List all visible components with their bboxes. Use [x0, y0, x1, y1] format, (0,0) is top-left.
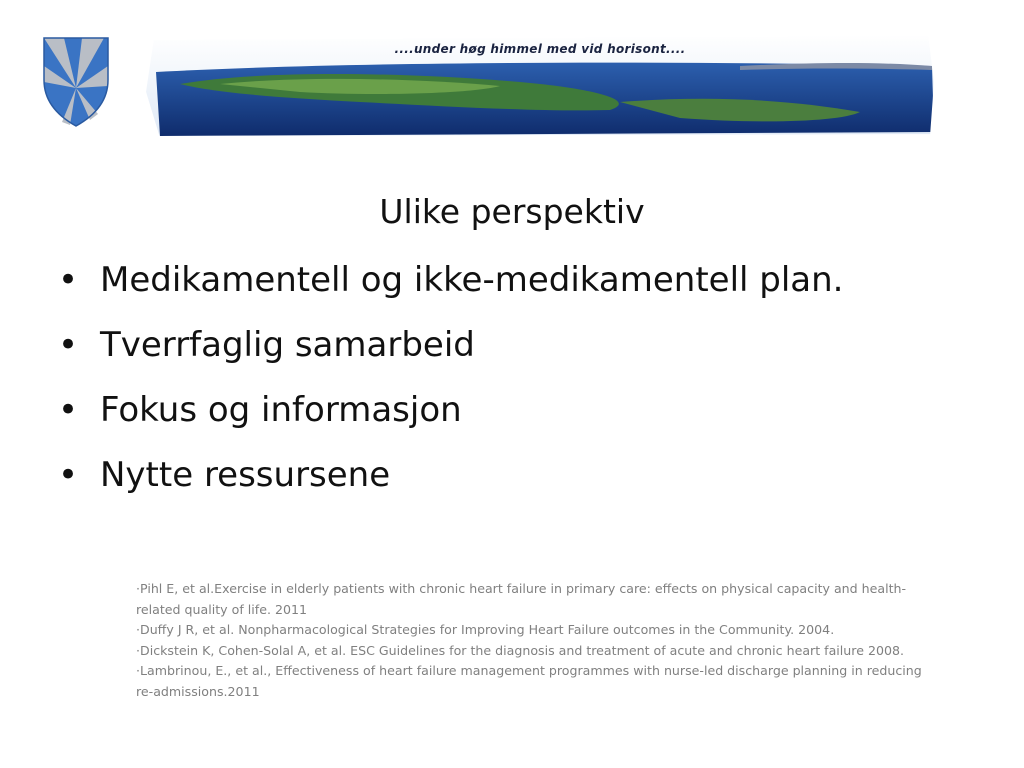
- bullet-icon: •: [58, 455, 79, 495]
- bullet-text: Tverrfaglig samarbeid: [100, 325, 475, 365]
- bullet-item: [56, 447, 843, 512]
- reference-item: ·Dickstein K, Cohen-Solal A, et al. ESC Guidelines for the diagnosis and treatment of acute and chronic heart failure 2008.: [136, 642, 904, 658]
- bullet-item: [56, 252, 843, 317]
- reference-item: ·Pihl E, et al.Exercise in elderly patients with chronic heart failure in primary care: effects on physical capacity and health-related quality of life. 2011: [136, 581, 907, 617]
- bullet-text: Fokus og informasjon: [100, 390, 462, 430]
- banner-caption: ....under høg himmel med vid horisont....: [394, 42, 686, 56]
- references: [136, 579, 926, 702]
- bullet-item: [56, 317, 843, 382]
- bullet-icon: •: [58, 390, 79, 430]
- reference-item: ·Lambrinou, E., et al., Effectiveness of heart failure management programmes with nurse-led discharge planning in reducing re-admissions.2011: [136, 663, 922, 699]
- coat-of-arms-logo: [42, 36, 110, 128]
- bullet-text: Nytte ressursene: [100, 455, 391, 495]
- header-banner: [140, 32, 940, 140]
- slide-title: Ulike perspektiv: [379, 192, 645, 231]
- bullet-text: Medikamentell og ikke-medikamentell plan.: [100, 260, 844, 300]
- bullet-item: [56, 382, 843, 447]
- reference-item: ·Duffy J R, et al. Nonpharmacological Strategies for Improving Heart Failure outcomes in the Community. 2004.: [136, 622, 835, 637]
- bullet-list: [56, 252, 843, 512]
- bullet-icon: •: [58, 260, 79, 300]
- bullet-icon: •: [58, 325, 79, 365]
